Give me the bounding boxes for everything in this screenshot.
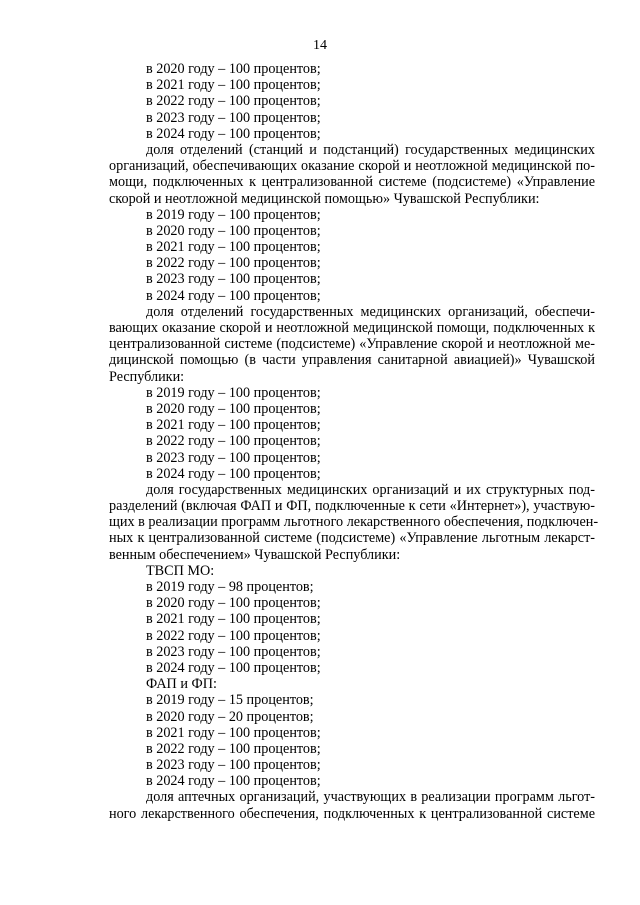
text-line: ФАП и ФП: (146, 676, 217, 693)
text-line: ного лекарственного обеспечения, подключенных к централизованной системе (109, 805, 595, 822)
text-line: скорой и неотложной медицинской помощью» Чувашской Республики: (109, 190, 540, 207)
text-line: в 2021 году – 100 процентов; (146, 417, 321, 434)
text-line: в 2022 году – 100 процентов; (146, 433, 321, 450)
text-line: в 2024 году – 100 процентов; (146, 287, 321, 304)
text-line: щих в реализации программ льготного лекарственного обеспечения, подключен- (109, 514, 599, 531)
text-line: в 2023 году – 100 процентов; (146, 109, 321, 126)
text-line: в 2023 году – 100 процентов; (146, 643, 321, 660)
text-line: в 2022 году – 100 процентов; (146, 93, 321, 110)
text-line: в 2021 году – 100 процентов; (146, 724, 321, 741)
text-line: в 2021 году – 100 процентов; (146, 239, 321, 256)
text-line: в 2020 году – 20 процентов; (146, 708, 314, 725)
text-line: в 2024 году – 100 процентов; (146, 125, 321, 142)
text-line: в 2024 году – 100 процентов; (146, 773, 321, 790)
text-line: в 2022 году – 100 процентов; (146, 740, 321, 757)
text-line: разделений (включая ФАП и ФП, подключенные к сети «Интернет»), участвую- (109, 498, 595, 515)
text-line: ных к централизованной системе (подсистеме) «Управление льготным лекарст- (109, 530, 595, 547)
text-line: доля отделений государственных медицинских организаций, обеспечи- (146, 303, 595, 320)
text-line: в 2019 году – 100 процентов; (146, 206, 321, 223)
text-line: в 2024 году – 100 процентов; (146, 659, 321, 676)
text-line: централизованной системе (подсистеме) «Управление скорой и неотложной ме- (109, 336, 595, 353)
text-line: в 2020 году – 100 процентов; (146, 400, 321, 417)
text-line: в 2022 году – 100 процентов; (146, 255, 321, 272)
text-line: венным обеспечением» Чувашской Республики: (109, 546, 401, 563)
text-line: в 2019 году – 98 процентов; (146, 579, 314, 595)
page-number: 14 (313, 38, 327, 53)
text-line: доля государственных медицинских организаций и их структурных под- (146, 481, 595, 498)
text-line: в 2023 году – 100 процентов; (146, 271, 321, 288)
text-line: в 2023 году – 100 процентов; (146, 757, 321, 774)
text-line: организаций, обеспечивающих оказание скорой и неотложной медицинской по- (109, 158, 595, 175)
text-line: Республики: (109, 368, 185, 385)
text-line: в 2020 году – 100 процентов; (146, 222, 321, 239)
text-line: в 2023 году – 100 процентов; (146, 449, 321, 466)
text-line: мощи, подключенных к централизованной системе (подсистеме) «Управление (109, 174, 595, 191)
text-line: в 2024 году – 100 процентов; (146, 465, 321, 482)
text-line: в 2020 году – 100 процентов; (146, 595, 321, 612)
text-line: вающих оказание скорой и неотложной медицинской помощи, подключенных к (109, 320, 595, 336)
text-line: в 2019 году – 100 процентов; (146, 384, 321, 401)
text-line: в 2019 году – 15 процентов; (146, 692, 314, 709)
text-line: доля аптечных организаций, участвующих в реализации программ льгот- (146, 789, 595, 806)
text-line: ТВСП МО: (146, 562, 215, 579)
text-line: в 2021 году – 100 процентов; (146, 611, 321, 628)
text-line: в 2022 году – 100 процентов; (146, 627, 321, 644)
text-line: дицинской помощью (в части управления санитарной авиацией)» Чувашской (109, 352, 595, 369)
document-body (109, 61, 599, 822)
text-line: в 2021 году – 100 процентов; (146, 77, 321, 94)
text-line: доля отделений (станций и подстанций) государственных медицинских (146, 141, 595, 158)
text-line: в 2020 году – 100 процентов; (146, 61, 321, 77)
